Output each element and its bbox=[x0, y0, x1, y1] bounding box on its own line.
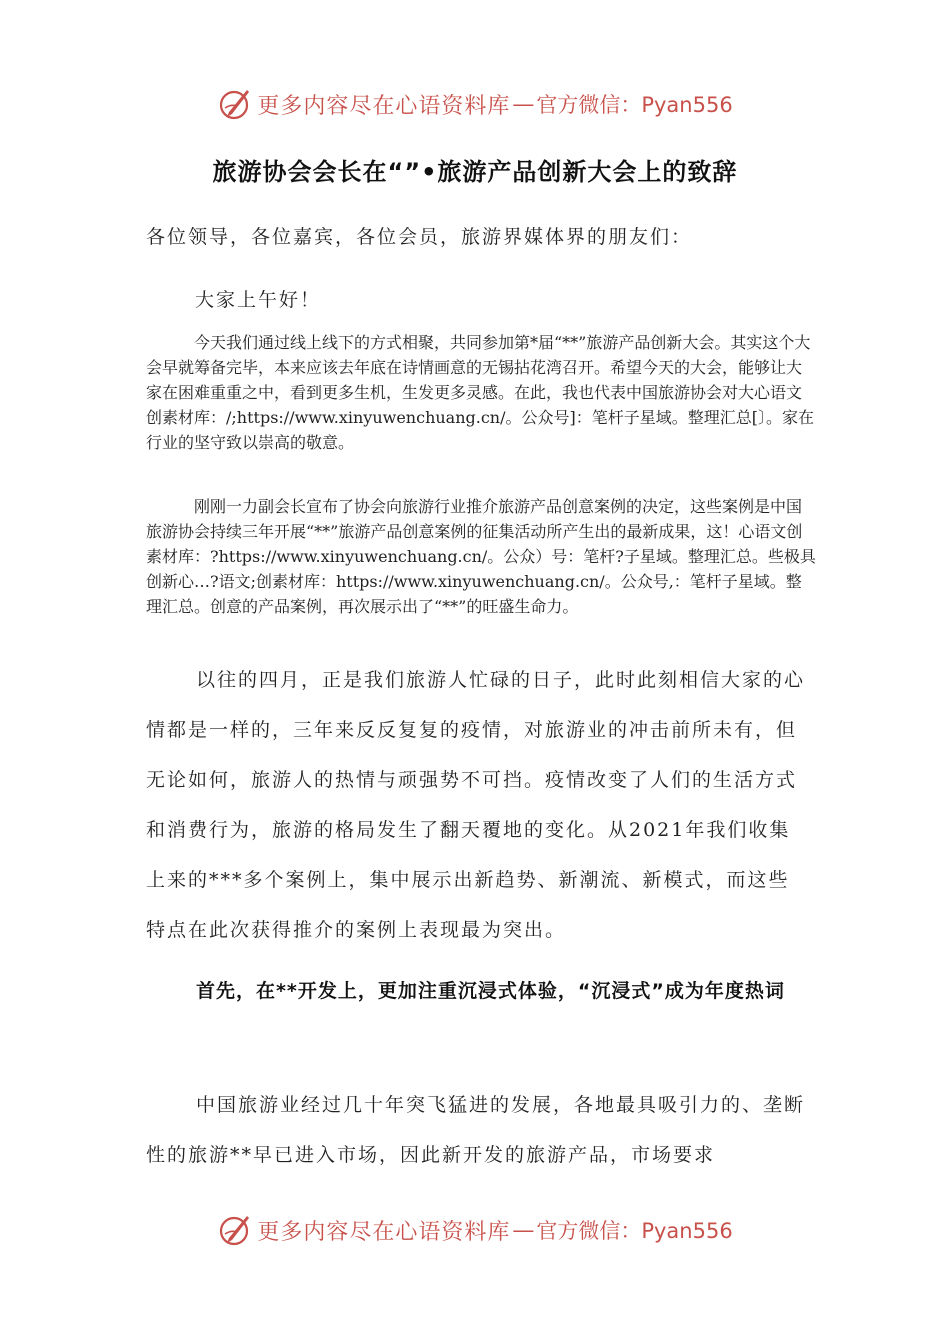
paragraph-3: 以往的四月，正是我们旅游人忙碌的日子，此时此刻相信大家的心情都是一样的，三年来反反复复的疫情，对旅游业的冲击前所未有，但无论如何，旅游人的热情与顽强势不可挡。疫情改变了人们的生活方式和消费行为，旅游的格局发生了翻天覆地的变化。从2021年我们收集上来的***多个案例上，集中展示出新趋势、新潮流、新模式，而这些特点在此次获得推介的案例上表现最为突出。 bbox=[146, 669, 806, 941]
footer-separator: — bbox=[512, 1217, 535, 1243]
section-heading: 首先，在**开发上，更加注重沉浸式体验，“沉浸式”成为年度热词 bbox=[196, 980, 785, 1002]
banner-wechat-text: 官方微信：Pyan556 bbox=[536, 93, 733, 117]
hello-line: 大家上午好！ bbox=[195, 289, 322, 311]
document-title: 旅游协会会长在“”•旅游产品创新大会上的致辞 bbox=[212, 158, 738, 186]
quill-logo-icon bbox=[217, 1212, 253, 1248]
quill-logo-icon bbox=[217, 86, 253, 122]
header-banner bbox=[0, 84, 950, 124]
banner-site-text: 更多内容尽在心语资料库 bbox=[257, 93, 511, 119]
footer-banner bbox=[0, 1210, 950, 1250]
paragraph-1: 今天我们通过线上线下的方式相聚，共同参加第*届“**”旅游产品创新大会。其实这个大会早就筹备完毕，本来应该去年底在诗情画意的无锡拈花湾召开。希望今天的大会，能够让大家在困难重重之中，看到更多生机，生发更多灵感。在此，我也代表中国旅游协会对大心语文创素材库：/;https://www.xinyuwenchuang.cn/。公众号]：笔杆子星域。整理汇总[〕。家在行业的坚守致以崇高的敬意。 bbox=[146, 333, 814, 452]
footer-wechat-text: 官方微信：Pyan556 bbox=[536, 1219, 733, 1243]
footer-site-text: 更多内容尽在心语资料库 bbox=[257, 1219, 511, 1245]
banner-separator: — bbox=[512, 91, 535, 117]
greeting-line: 各位领导，各位嘉宾，各位会员，旅游界媒体界的朋友们： bbox=[146, 226, 693, 248]
paragraph-4: 中国旅游业经过几十年突飞猛进的发展，各地最具吸引力的、垄断性的旅游**早已进入市场，因此新开发的旅游产品，市场要求 bbox=[146, 1094, 806, 1166]
paragraph-2: 刚刚一力副会长宣布了协会向旅游行业推介旅游产品创意案例的决定，这些案例是中国旅游协会持续三年开展“**”旅游产品创意案例的征集活动所产生出的最新成果，这！心语文创素材库：?https://www.xinyuwenchuang.cn/。公众）号：笔杆?子星域。整理汇总。些极具创新心…?语文;创素材库：https://www.xinyuwenchuang.cn/。公众号,：笔杆子星域。整理汇总。创意的产品案例，再次展示出了“**”的旺盛生命力。 bbox=[146, 497, 816, 616]
